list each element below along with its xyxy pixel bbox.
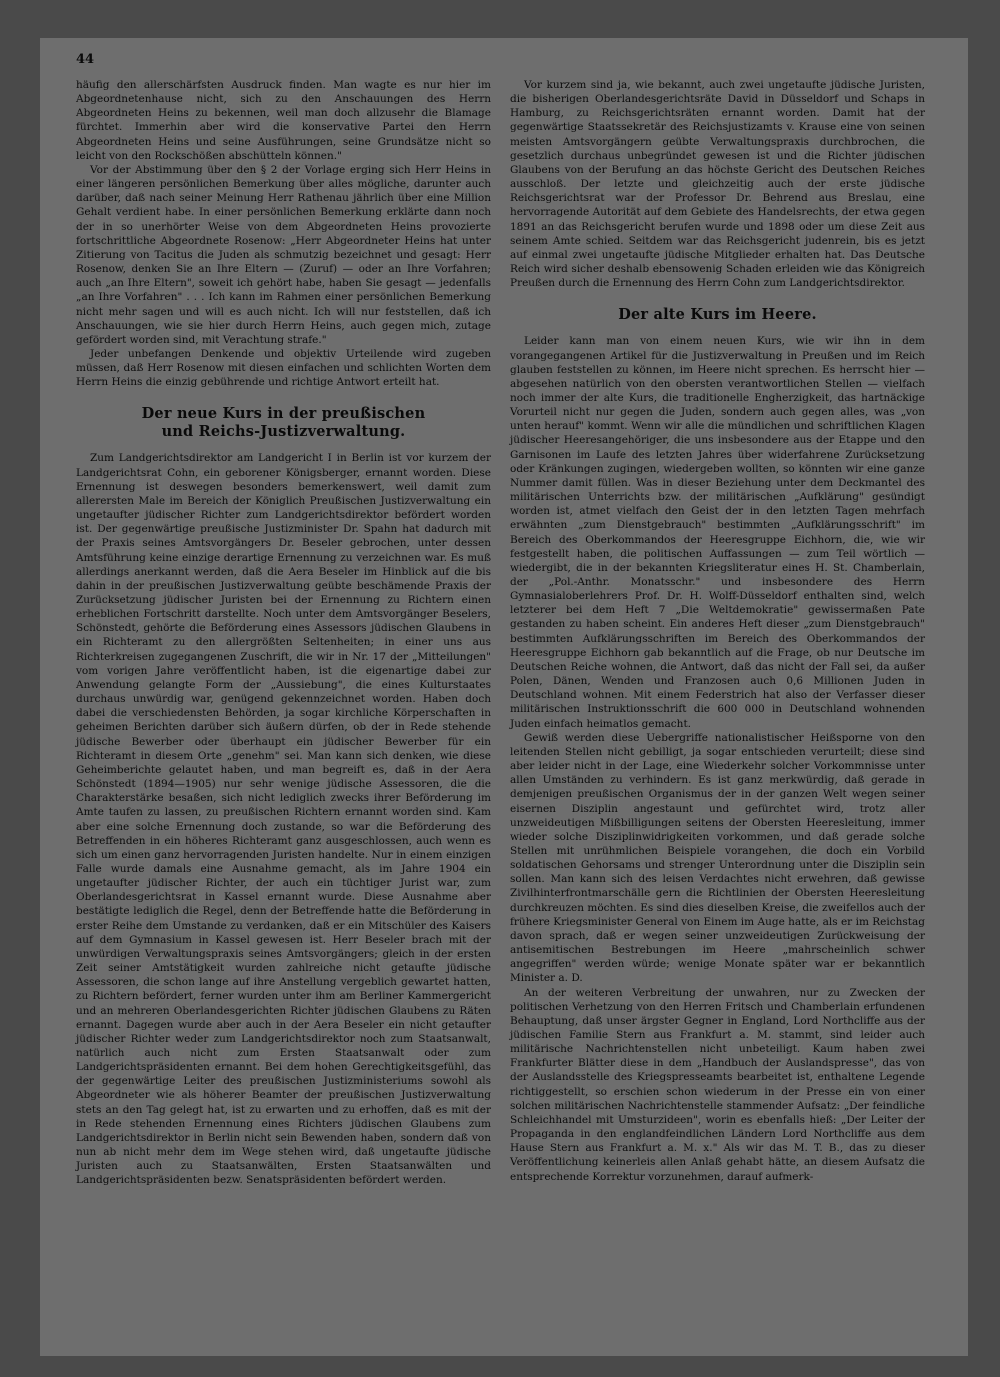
right-paragraph-1: Vor kurzem sind ja, wie bekannt, auch zwei ungetaufte jüdische Juristen, die bisherigen Oberlandesgerichtsräte David in Düsseldorf und Schaps in Hamburg, zu Reichsgerichtsräten ernannt worden. Damit hat der gegenwärtige Staatssekretär des Reichsjustizamts v. Krause eine von seinen meisten Amtsvorgängern geübte Verwaltungspraxis durchbrochen, die gesetzlich durchaus unbegründet gewesen ist und die Richter jüdischen Glaubens von der Berufung an das höchste Gericht des Deutschen Reiches ausschloß. Der letzte und gleichzeitig auch der erste jüdische Reichsgerichtsrat war der Professor Dr. Behrend aus Breslau, eine hervorragende Autorität auf dem Gebiete des Handelsrechts, der etwa gegen 1891 an das Reichsgericht berufen wurde und 1898 oder um diese Zeit aus seinem Amte schied. Seitdem war das Reichsgericht judenrein, bis es jetzt auf einmal zwei ungetaufte jüdische Mitglieder erhalten hat. Das Deutsche Reich wird sicher deshalb ebensowenig Schaden erleiden wie das Königreich Preußen durch die Ernennung des Herrn Cohn zum Landgerichtsdirektor. [510, 79, 925, 290]
right-paragraph-4: An der weiteren Verbreitung der unwahren, nur zu Zwecken der politischen Verhetzung von den Herren Fritsch und Chamberlain erfundenen Behauptung, daß unser ärgster Gegner in England, Lord Northcliffe aus der jüdischen Familie Stern aus Frankfurt a. M. stammt, sind leider auch militärische Nachrichtenstellen nicht unbeteiligt. Kaum haben zwei Frankfurter Blätter diese in dem „Handbuch der Auslandspresse", das von der Auslandsstelle des Kriegspresseamts bearbeitet ist, enthaltene Legende richtiggestellt, so erschien schon wiederum in der Presse ein von einer solchen militärischen Nachrichtenstelle stammender Aufsatz: „Der feindliche Schleichhandel mit Umsturzideen", worin es ebenfalls hieß: „Der Leiter der Propaganda in den englandfeindlichen Ländern Lord Northcliffe aus dem Hause Stern aus Frankfurt a. M. x." Als wir das M. T. B., das zu dieser Veröffentlichung keinerleis allen Anlaß gehabt hätte, an diesem Aufsatz die entsprechende Korrektur vorzunehmen, darauf aufmerk- [510, 986, 925, 1183]
newspaper-page [40, 38, 968, 1356]
section-heading-justice-line2: und Reichs-Justizverwaltung. [161, 423, 406, 441]
left-paragraph-2: Vor der Abstimmung über den § 2 der Vorlage erging sich Herr Heins in einer längeren persönlichen Bemerkung über alles mögliche, darunter auch darüber, daß nach seiner Meinung Herr Rathenau jährlich über eine Million Gehalt verdient habe. In einer persönlichen Bemerkung erklärte dann noch der in so unerhörter Weise von dem Abgeordneten Heins provozierte fortschrittliche Abgeordnete Rosenow: „Herr Abgeordneter Heins hat unter Zitierung von Tacitus die Juden als schmutzig bezeichnet und gesagt: Herr Rosenow, denken Sie an Ihre Eltern — (Zuruf) — oder an Ihre Vorfahren; auch „an Ihre Eltern", soweit ich gehört habe, haben Sie gesagt — jedenfalls „an Ihre Vorfahren" . . . Ich kann im Rahmen einer persönlichen Bemerkung nicht mehr sagen und will es auch nicht. Ich will nur feststellen, daß ich Anschauungen, wie sie hier durch Herrn Heins, auch gegen mich, zutage gefördert worden sind, mit Verachtung strafe." [76, 163, 491, 346]
right-column [510, 78, 925, 1184]
section-heading-army: Der alte Kurs im Heere. [618, 306, 817, 324]
left-column [76, 78, 491, 1188]
page-number: 44 [76, 52, 95, 67]
right-paragraph-2: Leider kann man von einem neuen Kurs, wie wir ihn in dem vorangegangenen Artikel für die Justizverwaltung in Preußen und im Reich glauben feststellen zu können, im Heere nicht sprechen. Es herrscht hier — abgesehen natürlich von den obersten verantwortlichen Stellen — vielfach noch immer der alte Kurs, die traditionelle Engherzigkeit, das hartnäckige Vorurteil nicht nur gegen die Juden, sondern auch gegen alles, was „von unten herauf" kommt. Wenn wir alle die mündlichen und schriftlichen Klagen jüdischer Heeresangehöriger, die uns insbesondere aus der Etappe und den Garnisonen im Laufe des letzten Jahres über widerfahrene Zurücksetzung oder Kränkungen zugingen, wiedergeben wollten, so könnten wir eine ganze Nummer damit füllen. Was in dieser Beziehung unter dem Deckmantel des militärischen Unterrichts bzw. der militärischen „Aufklärung" gesündigt worden ist, atmet vielfach den Geist der in den letzten Tagen mehrfach erwähnten „zum Dienstgebrauch" bestimmten „Aufklärungsschrift" im Bereich des Oberkommandos der Heeresgruppe Eichhorn, die, wie wir festgestellt haben, die politischen Auffassungen — zum Teil wörtlich — wiedergibt, die in der bekannten Kriegsliteratur eines H. St. Chamberlain, der „Pol.-Anthr. Monatsschr." und insbesondere des Herrn Gymnasialoberlehrers Prof. Dr. H. Wolff-Düsseldorf enthalten sind, welch letzterer bei dem Heft 7 „Die Weltdemokratie" gewissermaßen Pate gestanden zu haben scheint. Ein anderes Heft dieser „zum Dienstgebrauch" bestimmten Aufklärungsschriften im Bereich des Oberkommandos der Heeresgruppe Eichhorn gab bekanntlich auf die Frage, ob nur Deutsche im Deutschen Reiche wohnen, die Antwort, daß das nicht der Fall sei, da außer Polen, Dänen, Wenden und Franzosen auch 0,6 Millionen Juden in Deutschland wohnen. Mit einem Federstrich hat also der Verfasser dieser militärischen Instruktionsschrift die 600 000 in Deutschland wohnenden Juden einfach heimatlos gemacht. [510, 335, 925, 730]
section-heading-justice-line1: Der neue Kurs in der preußischen [141, 405, 426, 423]
right-paragraph-3: Gewiß werden diese Uebergriffe nationalistischer Heißsporne von den leitenden Stellen nicht gebilligt, ja sogar entschieden verurteilt; diese sind aber leider nicht in der Lage, eine Wiederkehr solcher Vorkommnisse unter allen Umständen zu verhindern. Es ist ganz merkwürdig, daß gerade in demjenigen preußischen Organismus der in der ganzen Welt wegen seiner eisernen Disziplin angestaunt und gefürchtet wird, trotz aller unzweideutigen Mißbilligungen seitens der Obersten Heeresleitung, immer wieder solche Disziplinwidrigkeiten vorkommen, und daß gerade solche Stellen mit unrühmlichen Beispiele vorangehen, die doch ein Vorbild soldatischen Gehorsams und strenger Unterordnung unter die Disziplin sein sollen. Man kann sich des leisen Verdachtes nicht erwehren, daß gewisse Zivilhinterfrontmarschälle gern die Richtlinien der Obersten Heeresleitung durchkreuzen möchten. Es sind dies dieselben Kreise, die zweifellos auch der frühere Kriegsminister General von Einem im Auge hatte, als er im Reichstag davon sprach, daß er wegen seiner unzweideutigen Zurückweisung der antisemitischen Bestrebungen im Heere „mahrscheinlich schwer angegriffen" werden würde; wenige Monate später war er bekanntlich Minister a. D. [510, 731, 925, 985]
left-paragraph-1: häufig den allerschärfsten Ausdruck finden. Man wagte es nur hier im Abgeordnetenhause nicht, sich zu den Anschauungen des Herrn Abgeordneten Heins zu bekennen, weil man doch allzusehr die Blamage fürchtet. Immerhin aber wird die konservative Partei den Herrn Abgeordneten Heins und seine Ausführungen, seine Grundsätze nicht so leicht von den Rockschößen abschütteln können." [76, 79, 491, 162]
left-paragraph-3: Jeder unbefangen Denkende und objektiv Urteilende wird zugeben müssen, daß Herr Rosenow mit diesen einfachen und schlichten Worten dem Herrn Heins die einzig gebührende und richtige Antwort erteilt hat. [76, 347, 491, 389]
section-heading-justice [76, 405, 491, 441]
left-paragraph-4: Zum Landgerichtsdirektor am Landgericht I in Berlin ist vor kurzem der Landgerichtsrat Cohn, ein geborener Königsberger, ernannt worden. Diese Ernennung ist deswegen besonders bemerkenswert, weil damit zum allerersten Male im Bereich der Königlich Preußischen Justizverwaltung ein ungetaufter jüdischer Richter zum Landgerichtsdirektor befördert worden ist. Der gegenwärtige preußische Justizminister Dr. Spahn hat dadurch mit der Praxis seines Amtsvorgängers Dr. Beseler gebrochen, unter dessen Amtsführung keine einzige derartige Ernennung zu verzeichnen war. Es muß allerdings anerkannt werden, daß die Aera Beseler im Hinblick auf die bis dahin in der preußischen Justizverwaltung geübte beschämende Praxis der Zurücksetzung jüdischer Juristen bei der Ernennung zu Richtern einen erheblichen Fortschritt darstellte. Noch unter dem Amtsvorgänger Beselers, Schönstedt, gehörte die Beförderung eines Assessors jüdischen Glaubens in ein Richteramt zu den allergrößten Seltenheiten; in einer uns aus Richterkreisen zugegangenen Zuschrift, die wir in Nr. 17 der „Mitteilungen" vom vorigen Jahre veröffentlicht haben, ist die eigenartige dabei zur Anwendung gelangte Form der „Aussiebung", die eines Kulturstaates durchaus unwürdig war, genügend gekennzeichnet worden. Haben doch dabei die verschiedensten Behörden, ja sogar kirchliche Körperschaften in geheimen Berichten darüber sich äußern dürfen, ob der in Rede stehende jüdische Bewerber oder überhaupt ein jüdischer Bewerber für ein Richteramt in diesem Orte „genehm" sei. Man kann sich denken, wie diese Geheimberichte gelautet haben, und man begreift es, daß in der Aera Schönstedt (1894—1905) nur sehr wenige jüdische Assessoren, die die Charakterstärke besaßen, sich nicht lediglich zwecks ihrer Beförderung im Amte taufen zu lassen, zu preußischen Richtern ernannt worden sind. Kam aber eine solche Ernennung doch zustande, so war die Beförderung des Betreffenden in ein höheres Richteramt ganz ausgeschlossen, auch wenn es sich um einen ganz hervorragenden Juristen handelte. Nur in einem einzigen Falle wurde damals eine Ausnahme gemacht, als im Jahre 1904 ein ungetaufter jüdischer Richter, der auch ein tüchtiger Jurist war, zum Oberlandesgerichtsrat in Kassel ernannt wurde. Diese Ausnahme aber bestätigte lediglich die Regel, denn der Betreffende hatte die Beförderung in erster Reihe dem Umstande zu verdanken, daß er ein Mitschüler des Kaisers auf dem Gymnasium in Kassel gewesen ist. Herr Beseler brach mit der unwürdigen Verwaltungspraxis seines Amtsvorgängers; gleich in der ersten Zeit seiner Amtstätigkeit wurden zahlreiche nicht getaufte jüdische Assessoren, die schon lange auf ihre Anstellung vergeblich gewartet hatten, zu Richtern befördert, ferner wurden unter ihm am Berliner Kammergericht und an mehreren Oberlandesgerichten Richter jüdischen Glaubens zu Räten ernannt. Dagegen wurde aber auch in der Aera Beseler ein nicht getaufter jüdischer Richter weder zum Landgerichtsdirektor noch zum Staatsanwalt, natürlich auch nicht zum Ersten Staatsanwalt oder zum Landgerichtspräsidenten ernannt. Bei dem hohen Gerechtigkeitsgefühl, das der gegenwärtige Leiter des preußischen Justizministeriums sowohl als Abgeordneter wie als höherer Beamter der preußischen Justizverwaltung stets an den Tag gelegt hat, ist zu erwarten und zu erhoffen, daß es mit der in Rede stehenden Ernennung eines Richters jüdischen Glaubens zum Landgerichtsdirektor in Berlin nicht sein Bewenden haben, sondern daß von nun ab nicht mehr dem im Wege stehen wird, daß ungetaufte jüdische Juristen auch zu Staatsanwälten, Ersten Staatsanwälten und Landgerichtspräsidenten bezw. Senatspräsidenten befördert werden. [76, 452, 491, 1187]
